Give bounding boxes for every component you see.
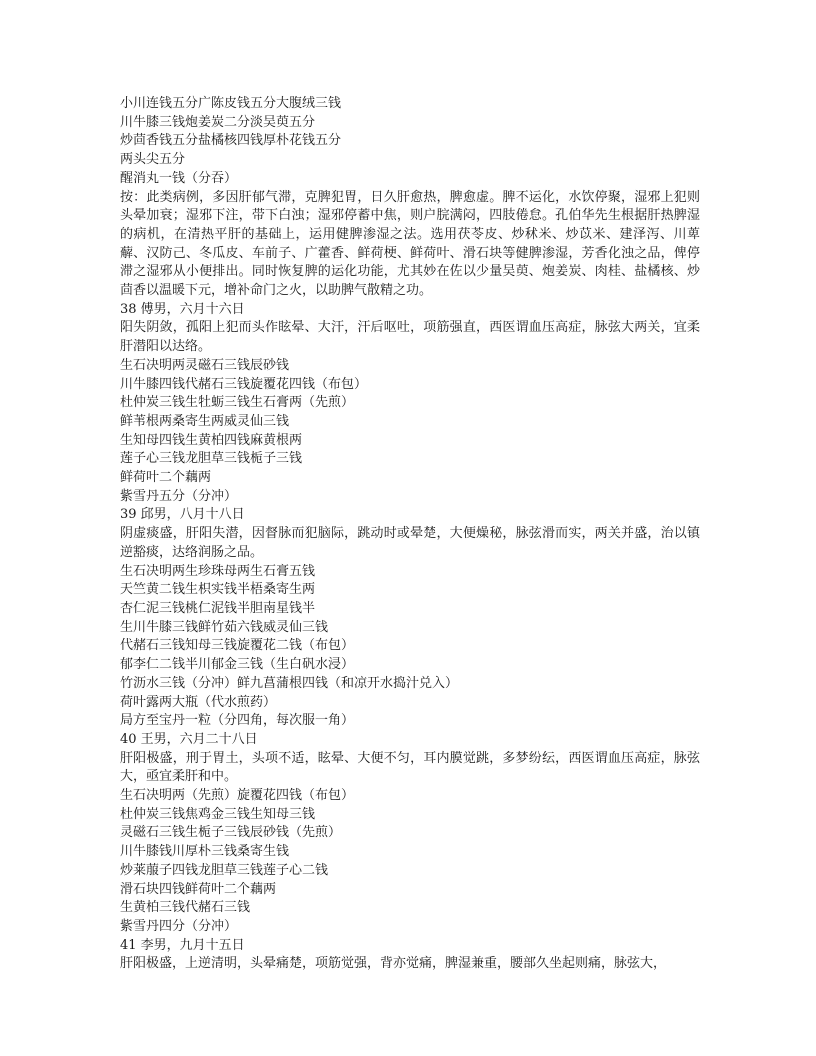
prescription-line: 杏仁泥三钱桃仁泥钱半胆南星钱半 xyxy=(120,600,316,616)
case-description: 肝阳极盛，刑于胃土，头项不适，眩晕、大便不匀，耳内膜觉跳，多梦纷纭，西医谓血压高症，脉弦大，亟宜柔肝和中。 xyxy=(120,750,700,785)
prescription-line: 川牛膝四钱代赭石三钱旋覆花四钱（布包） xyxy=(120,376,368,392)
prescription-line: 竹沥水三钱（分冲）鲜九菖蒲根四钱（和凉开水捣汁兑入） xyxy=(120,675,459,691)
case-heading: 40 王男，六月二十八日 xyxy=(120,731,258,747)
prescription-line: 郁李仁二钱半川郁金三钱（生白矾水浸） xyxy=(120,657,355,673)
prescription-line: 天竺黄二钱生枳实钱半梧桑寄生两 xyxy=(120,582,316,598)
case-heading: 39 邱男，八月十八日 xyxy=(120,507,245,523)
prescription-line: 川牛膝三钱炮姜炭二分淡吴萸五分 xyxy=(120,114,316,130)
prescription-line: 紫雪丹五分（分冲） xyxy=(120,488,238,504)
prescription-line: 醒消丸一钱（分吞） xyxy=(120,170,238,186)
prescription-line: 紫雪丹四分（分冲） xyxy=(120,918,238,934)
case-description: 阳失阴敛，孤阳上犯而头作眩晕、大汗，汗后呕吐，项筋强直，西医谓血压高症，脉弦大两关，宜柔肝潜阳以达络。 xyxy=(120,320,700,355)
commentary-paragraph: 按：此类病例，多因肝郁气滞，克脾犯胃，日久肝愈热，脾愈虚。脾不运化，水饮停聚，湿邪上犯则头晕加衰；湿邪下注，带下白浊；湿邪停蓄中焦，则户脘满闷，四肢倦怠。孔伯华先生根据肝热脾湿的病机，在清热平肝的基础上，运用健脾渗湿之法。选用茯苓皮、炒秫米、炒苡米、建泽泻、川萆薢、汉防己、冬瓜皮、车前子、广藿香、鲜荷梗、鲜荷叶、滑石块等健脾渗湿，芳香化浊之品，俾停滞之湿邪从小便排出。同时恢复脾的运化功能，尤其妙在佐以少量吴萸、炮姜炭、肉桂、盐橘核、炒茴香以温暖下元，增补命门之火，以助脾气散精之功。 xyxy=(120,189,700,299)
case-description: 肝阳极盛，上逆清明，头晕痛楚，项筋觉强，背亦觉痛，脾湿兼重，腰部久坐起则痛，脉弦大， xyxy=(120,956,667,972)
prescription-line: 两头尖五分 xyxy=(120,152,186,168)
prescription-line: 局方至宝丹一粒（分四角，每次服一角） xyxy=(120,713,355,729)
prescription-line: 生石决明两（先煎）旋覆花四钱（布包） xyxy=(120,788,355,804)
prescription-line: 滑石块四钱鲜荷叶二个藕两 xyxy=(120,881,277,897)
prescription-line: 生石决明两灵磁石三钱辰砂钱 xyxy=(120,357,290,373)
prescription-line: 代赭石三钱知母三钱旋覆花二钱（布包） xyxy=(120,638,355,654)
prescription-line: 莲子心三钱龙胆草三钱栀子三钱 xyxy=(120,451,303,467)
prescription-line: 生川牛膝三钱鲜竹茹六钱威灵仙三钱 xyxy=(120,619,329,635)
case-heading: 41 李男，九月十五日 xyxy=(120,937,245,953)
case-description: 阴虚痰盛，肝阳失潜，因督脉而犯脑际，跳动时或晕楚，大便燥秘，脉弦滑而实，两关并盛，治以镇逆豁痰，达络润肠之品。 xyxy=(120,526,700,560)
prescription-line: 川牛膝钱川厚朴三钱桑寄生钱 xyxy=(120,844,290,860)
prescription-line: 炒莱菔子四钱龙胆草三钱莲子心二钱 xyxy=(120,862,329,878)
prescription-line: 灵磁石三钱生栀子三钱辰砂钱（先煎） xyxy=(120,825,342,841)
prescription-line: 生石决明两生珍珠母两生石膏五钱 xyxy=(120,563,316,579)
case-heading: 38 傅男，六月十六日 xyxy=(120,301,245,317)
prescription-line: 小川连钱五分广陈皮钱五分大腹绒三钱 xyxy=(120,96,342,111)
prescription-line: 鲜苇根两桑寄生两威灵仙三钱 xyxy=(120,413,290,429)
document-page xyxy=(120,95,700,974)
prescription-line: 杜仲炭三钱生牡蛎三钱生石膏两（先煎） xyxy=(120,395,355,411)
prescription-line: 鲜荷叶二个藕两 xyxy=(120,470,212,486)
prescription-line: 杜仲炭三钱焦鸡金三钱生知母三钱 xyxy=(120,806,316,822)
prescription-line: 生黄柏三钱代赭石三钱 xyxy=(120,900,251,916)
prescription-line: 荷叶露两大瓶（代水煎药） xyxy=(120,694,277,710)
prescription-line: 炒茴香钱五分盐橘核四钱厚朴花钱五分 xyxy=(120,133,342,149)
prescription-line: 生知母四钱生黄柏四钱麻黄根两 xyxy=(120,432,303,448)
